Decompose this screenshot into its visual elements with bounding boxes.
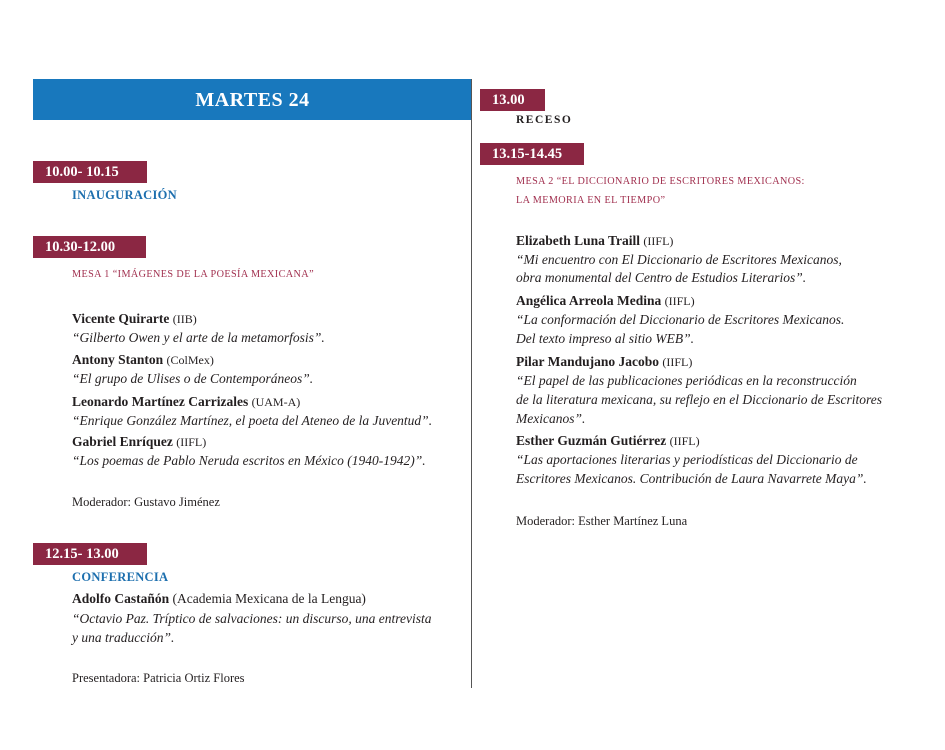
talk-title-line-2: Escritores Mexicanos. Contribución de Laura Navarrete Maya”. bbox=[516, 471, 867, 486]
speaker-name: Antony Stanton bbox=[72, 352, 164, 367]
time-badge-1030: 10.30-12.00 bbox=[33, 236, 146, 258]
speaker-name: Esther Guzmán Gutiérrez bbox=[516, 433, 667, 448]
mesa-2-title-line-1: MESA 2 “EL DICCIONARIO DE ESCRITORES MEXICANOS: bbox=[516, 176, 805, 187]
speaker-institution: (ColMex) bbox=[166, 353, 214, 367]
talk-title: “Enrique González Martínez, el poeta del Ateneo de la Juventud”. bbox=[72, 413, 433, 428]
mesa-2-title-line-2: LA MEMORIA EN EL TIEMPO” bbox=[516, 195, 666, 206]
speaker-elizabeth-luna bbox=[516, 232, 673, 250]
moderator-mesa-1: Moderador: Gustavo Jiménez bbox=[72, 495, 220, 509]
speaker-institution: (UAM-A) bbox=[251, 395, 301, 409]
speaker-name: Adolfo Castañón bbox=[72, 591, 170, 606]
speaker-name: Gabriel Enríquez bbox=[72, 434, 173, 449]
column-divider bbox=[471, 79, 472, 688]
speaker-pilar-mandujano bbox=[516, 353, 692, 371]
talk-title-line-2: de la literatura mexicana, su reflejo en el Diccionario de Escritores bbox=[516, 392, 883, 407]
talk-title-line-1: “Octavio Paz. Tríptico de salvaciones: un discurso, una entrevista bbox=[72, 611, 432, 626]
talk-title: “Gilberto Owen y el arte de la metamorfosis”. bbox=[72, 330, 325, 345]
speaker-esther-guzman bbox=[516, 432, 700, 450]
speaker-institution: (IIFL) bbox=[669, 434, 700, 448]
talk-title-line-1: “La conformación del Diccionario de Escritores Mexicanos. bbox=[516, 312, 845, 327]
speaker-leonardo-martinez bbox=[72, 393, 300, 411]
talk-title-line-3: Mexicanos”. bbox=[516, 411, 586, 426]
time-badge-1000: 10.00- 10.15 bbox=[33, 161, 147, 183]
time-badge-1215: 12.15- 13.00 bbox=[33, 543, 147, 565]
speaker-name: Vicente Quirarte bbox=[72, 311, 170, 326]
moderator-mesa-2: Moderador: Esther Martínez Luna bbox=[516, 514, 688, 528]
talk-title: “Los poemas de Pablo Neruda escritos en México (1940-1942)”. bbox=[72, 453, 426, 468]
speaker-name: Elizabeth Luna Traill bbox=[516, 233, 641, 248]
speaker-institution: (IIFL) bbox=[664, 294, 695, 308]
speaker-name: Leonardo Martínez Carrizales bbox=[72, 394, 249, 409]
speaker-angelica-arreola bbox=[516, 292, 695, 310]
speaker-antony-stanton bbox=[72, 351, 214, 369]
time-badge-1315: 13.15-14.45 bbox=[480, 143, 584, 165]
talk-title-line-1: “Mi encuentro con El Diccionario de Escritores Mexicanos, bbox=[516, 252, 842, 267]
time-badge-1300: 13.00 bbox=[480, 89, 545, 111]
talk-title-line-2: Del texto impreso al sitio WEB”. bbox=[516, 331, 694, 346]
speaker-institution: (IIFL) bbox=[643, 234, 674, 248]
speaker-institution: (IIFL) bbox=[662, 355, 693, 369]
talk-title-line-1: “Las aportaciones literarias y periodísticas del Diccionario de bbox=[516, 452, 858, 467]
talk-title-line-2: obra monumental del Centro de Estudios Literarios”. bbox=[516, 270, 807, 285]
speaker-institution: (IIB) bbox=[172, 312, 197, 326]
day-header: MARTES 24 bbox=[33, 79, 472, 120]
conference-label: CONFERENCIA bbox=[72, 570, 169, 584]
talk-title: “El grupo de Ulises o de Contemporáneos”. bbox=[72, 371, 314, 386]
recess-label: RECESO bbox=[516, 114, 573, 126]
speaker-institution: (Academia Mexicana de la Lengua) bbox=[172, 591, 366, 606]
talk-title-line-1: “El papel de las publicaciones periódicas en la reconstrucción bbox=[516, 373, 857, 388]
presenter: Presentadora: Patricia Ortiz Flores bbox=[72, 671, 245, 685]
talk-title-line-2: y una traducción”. bbox=[72, 630, 175, 645]
speaker-adolfo-castanon bbox=[72, 590, 366, 608]
speaker-vicente-quirarte bbox=[72, 310, 197, 328]
speaker-name: Angélica Arreola Medina bbox=[516, 293, 662, 308]
speaker-name: Pilar Mandujano Jacobo bbox=[516, 354, 660, 369]
speaker-gabriel-enriquez bbox=[72, 433, 206, 451]
speaker-institution: (IIFL) bbox=[176, 435, 207, 449]
inauguration-label: INAUGURACIÓN bbox=[72, 188, 177, 202]
mesa-1-title: MESA 1 “IMÁGENES DE LA POESÍA MEXICANA” bbox=[72, 269, 314, 280]
